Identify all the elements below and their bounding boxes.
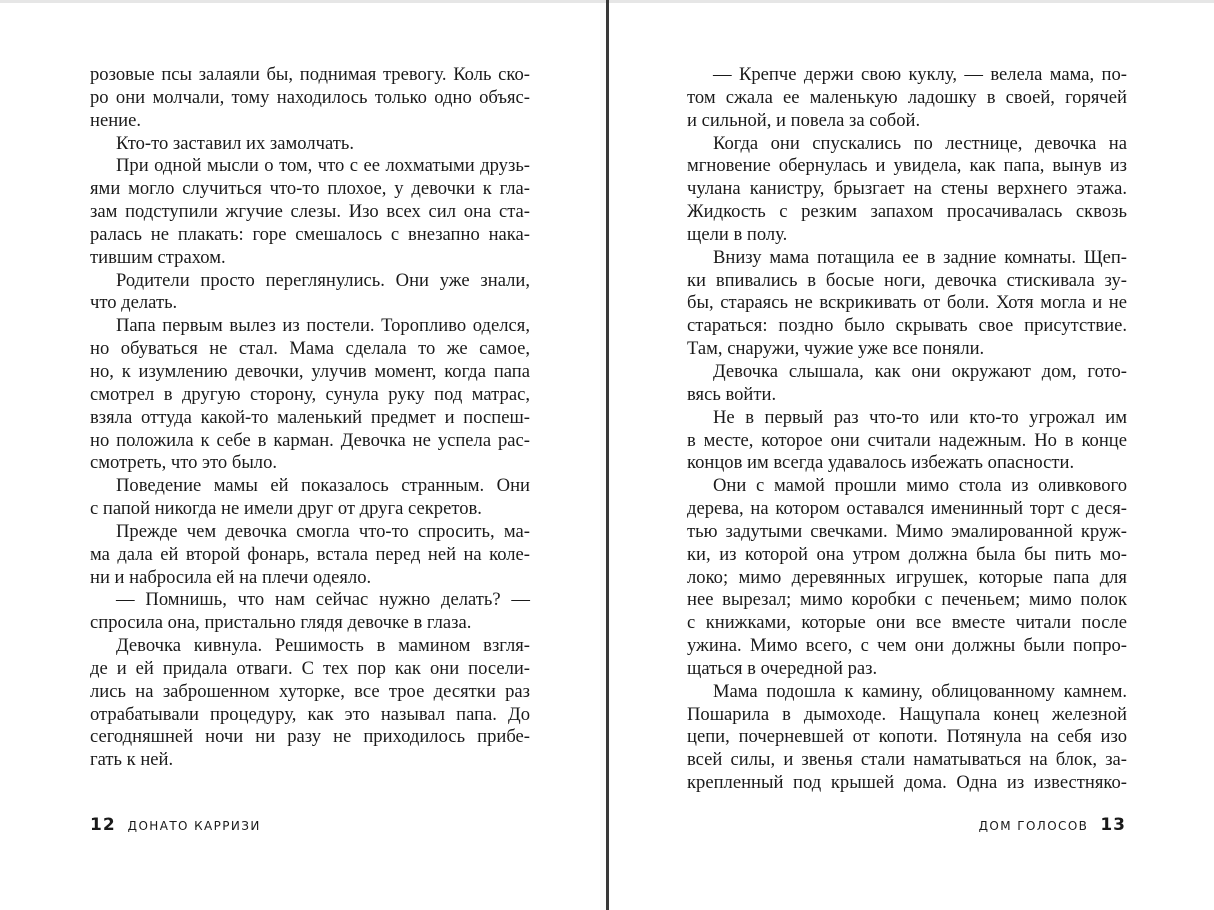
text-line: спросила она, пристально глядя девочке в глаза. [90,612,472,634]
text-line: Жидкость с резким запахом просачивалась сквозь [687,201,1127,223]
text-line: Поведение мамы ей показалось странным. Они [116,475,530,497]
text-line: нее вырезал; мимо коробки с печеньем; мимо полок [687,589,1127,611]
text-line: щели в полу. [687,223,788,245]
text-line: ужина. Мимо всего, с чем они должны были попро- [687,635,1127,657]
text-line: дерева, на котором оставался именинный торт с деся- [687,498,1127,520]
text-line: Папа первым вылез из постели. Торопливо оделся, [116,315,530,337]
text-line: крепленный под крышей дома. Одна из известняко- [687,772,1127,794]
text-line: — Помнишь, что нам сейчас нужно делать? — [116,589,530,611]
text-line: щаться в очередной раз. [687,657,878,679]
text-line: смотрел в другую сторону, сунула руку под матрас, [90,383,530,405]
text-line: что делать. [90,292,178,314]
text-line: Внизу мама потащила ее в задние комнаты. Щеп- [713,246,1127,268]
text-line: Когда они спускались по лестнице, девочка на [713,132,1127,154]
text-line: ями могло случиться что-то плохое, у девочки к гла- [90,178,530,200]
text-line: в месте, которое они считали надежным. Но в конце [687,429,1127,451]
text-line: концов им всегда удавалось избежать опасности. [687,452,1075,474]
text-line: том сжала ее маленькую ладошку в своей, горячей [687,86,1127,108]
text-line: бы, стараясь не вскрикивать от боли. Хотя могла и не [687,292,1127,314]
text-line: с папой никогда не имели друг от друга секретов. [90,498,482,520]
text-line: Прежде чем девочка смогла что-то спросить, ма- [116,520,530,542]
right-page-body-text [687,64,1127,795]
text-line: но, к изумлению девочки, улучив момент, когда папа [90,360,530,382]
text-line: сегодняшней ночи ни разу не приходилось прибе- [90,726,530,748]
text-line: отрабатывали процедуру, как это называл папа. До [90,703,530,725]
text-line: стараться: поздно было скрывать свое присутствие. [687,315,1127,337]
text-line: Родители просто переглянулись. Они уже знали, [116,269,530,291]
text-line: Не в первый раз что-то или кто-то угрожал им [713,406,1127,428]
text-line: с книжками, которые они все вместе читали после [687,612,1127,634]
text-line: тью задутыми свечками. Мимо эмалированной круж- [687,520,1127,542]
text-line: но положила к себе в карман. Девочка не успела рас- [90,429,530,451]
text-line: нение. [90,109,142,131]
text-line: и сильной, и повела за собой. [687,109,921,131]
text-line: При одной мысли о том, что с ее лохматыми друзь- [116,155,530,177]
text-line: смотреть, что это было. [90,452,278,474]
left-page-footer [90,815,261,835]
text-line: ралась не плакать: горе смешалось с внезапно нака- [90,223,530,245]
text-line: мгновение обернулась и увидела, как папа, вынув из [687,155,1127,177]
text-line: цепи, почерневшей от копоти. Потянула на себя изо [687,726,1127,748]
text-line: ро они молчали, тому находилось только одно объяс- [90,86,530,108]
left-page-body-text [90,64,530,772]
text-line: вясь войти. [687,383,777,405]
text-line: зам подступили жгучие слезы. Изо всех сил она ста- [90,201,530,223]
text-line: но обуваться не стал. Мама сделала то же самое, [90,338,530,360]
text-line: ки впивались в босые ноги, девочка стискивала зу- [687,269,1127,291]
text-line: Они с мамой прошли мимо стола из оливкового [713,475,1127,497]
text-line: Кто-то заставил их замолчать. [116,132,354,154]
right-page-number: 13 [1100,815,1126,835]
text-line: Мама подошла к камину, облицованному камнем. [713,680,1127,702]
text-line: взяла оттуда какой-то маленький предмет и поспеш- [90,406,530,428]
left-page-number: 12 [90,815,116,835]
text-line: всей силы, и звенья стали наматываться на блок, за- [687,749,1127,771]
left-running-head-author: ДОНАТО КАРРИЗИ [127,819,261,833]
text-line: тившим страхом. [90,246,226,268]
text-line: Девочка кивнула. Решимость в мамином взгля- [116,635,530,657]
left-page [0,0,606,910]
text-line: локо; мимо деревянных игрушек, которые папа для [687,566,1127,588]
text-line: ни и набросила ей на плечи одеяло. [90,566,372,588]
text-line: чулана канистру, брызгает на стены верхнего этажа. [687,178,1127,200]
text-line: гать к ней. [90,749,174,771]
text-line: Девочка слышала, как они окружают дом, гото- [713,360,1127,382]
text-line: ки, из которой она утром должна была бы пить мо- [687,543,1127,565]
right-page [609,0,1214,910]
text-line: Там, снаружи, чужие уже все поняли. [687,338,985,360]
right-page-footer [979,815,1126,835]
text-line: розовые псы залаяли бы, поднимая тревогу. Коль ско- [90,64,530,85]
text-line: Пошарила в дымоходе. Нащупала конец железной [687,703,1127,725]
right-running-head-title: ДОМ ГОЛОСОВ [978,819,1089,833]
text-line: — Крепче держи свою куклу, — велела мама, по- [713,64,1127,85]
text-line: де и ей придала отваги. С тех пор как они посели- [90,657,530,679]
text-line: лись на заброшенном хуторке, все трое десятки раз [90,680,530,702]
text-line: ма дала ей второй фонарь, встала перед ней на коле- [90,543,530,565]
